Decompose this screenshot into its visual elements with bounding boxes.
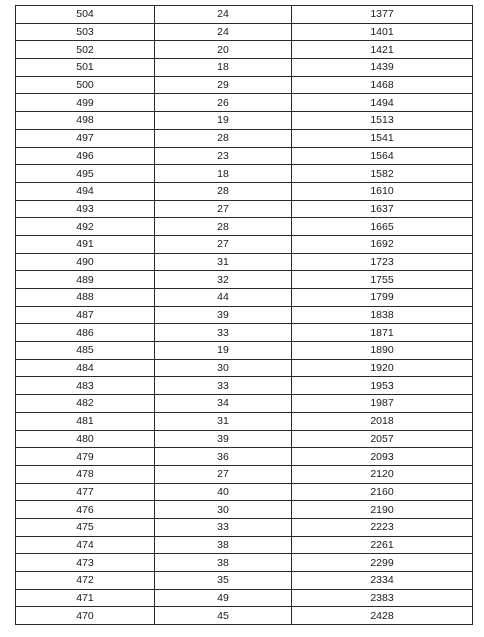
table-cell: 1494 xyxy=(292,94,473,112)
table-cell: 2223 xyxy=(292,518,473,536)
table-cell: 474 xyxy=(16,536,155,554)
table-cell: 27 xyxy=(155,200,292,218)
table-cell: 493 xyxy=(16,200,155,218)
table-row xyxy=(16,536,473,554)
table-row xyxy=(16,94,473,112)
table-cell: 482 xyxy=(16,395,155,413)
table-cell: 2428 xyxy=(292,607,473,625)
table-cell: 18 xyxy=(155,59,292,77)
table-cell: 1637 xyxy=(292,200,473,218)
table-cell: 33 xyxy=(155,377,292,395)
table-cell: 1582 xyxy=(292,165,473,183)
table-cell: 1665 xyxy=(292,218,473,236)
table-cell: 44 xyxy=(155,289,292,307)
table-row xyxy=(16,253,473,271)
table-cell: 30 xyxy=(155,359,292,377)
table-cell: 498 xyxy=(16,112,155,130)
table-cell: 1799 xyxy=(292,289,473,307)
table-cell: 489 xyxy=(16,271,155,289)
table-cell: 1723 xyxy=(292,253,473,271)
table-cell: 470 xyxy=(16,607,155,625)
table-row xyxy=(16,518,473,536)
table-cell: 1610 xyxy=(292,182,473,200)
table-cell: 490 xyxy=(16,253,155,271)
table-cell: 485 xyxy=(16,342,155,360)
table-cell: 1541 xyxy=(292,129,473,147)
table-cell: 1513 xyxy=(292,112,473,130)
table-cell: 24 xyxy=(155,6,292,24)
table-cell: 33 xyxy=(155,324,292,342)
table-row xyxy=(16,147,473,165)
table-cell: 475 xyxy=(16,518,155,536)
table-cell: 32 xyxy=(155,271,292,289)
table-cell: 500 xyxy=(16,76,155,94)
table-cell: 504 xyxy=(16,6,155,24)
table-cell: 39 xyxy=(155,430,292,448)
table-cell: 486 xyxy=(16,324,155,342)
table-cell: 1838 xyxy=(292,306,473,324)
data-table xyxy=(15,5,473,625)
table-row xyxy=(16,76,473,94)
table-cell: 1564 xyxy=(292,147,473,165)
table-row xyxy=(16,607,473,625)
table-cell: 2190 xyxy=(292,501,473,519)
table-cell: 502 xyxy=(16,41,155,59)
table-cell: 1421 xyxy=(292,41,473,59)
table-row xyxy=(16,6,473,24)
table-row xyxy=(16,218,473,236)
table-cell: 2160 xyxy=(292,483,473,501)
table-cell: 28 xyxy=(155,129,292,147)
table-cell: 40 xyxy=(155,483,292,501)
table-row xyxy=(16,430,473,448)
table-cell: 19 xyxy=(155,112,292,130)
table-cell: 499 xyxy=(16,94,155,112)
table-cell: 39 xyxy=(155,306,292,324)
table-cell: 497 xyxy=(16,129,155,147)
table-cell: 31 xyxy=(155,253,292,271)
table-cell: 480 xyxy=(16,430,155,448)
table-cell: 471 xyxy=(16,589,155,607)
table-cell: 494 xyxy=(16,182,155,200)
table-cell: 28 xyxy=(155,182,292,200)
table-cell: 1920 xyxy=(292,359,473,377)
table-row xyxy=(16,483,473,501)
table-cell: 1377 xyxy=(292,6,473,24)
table-cell: 477 xyxy=(16,483,155,501)
table-cell: 472 xyxy=(16,572,155,590)
table-cell: 1692 xyxy=(292,235,473,253)
table-row xyxy=(16,59,473,77)
table-row xyxy=(16,465,473,483)
table-cell: 20 xyxy=(155,41,292,59)
table-cell: 30 xyxy=(155,501,292,519)
table-cell: 28 xyxy=(155,218,292,236)
table-cell: 1439 xyxy=(292,59,473,77)
table-row xyxy=(16,448,473,466)
table-cell: 2093 xyxy=(292,448,473,466)
table-cell: 501 xyxy=(16,59,155,77)
table-cell: 496 xyxy=(16,147,155,165)
table-row xyxy=(16,200,473,218)
table-row xyxy=(16,41,473,59)
table-cell: 29 xyxy=(155,76,292,94)
table-cell: 38 xyxy=(155,536,292,554)
table-row xyxy=(16,572,473,590)
table-cell: 34 xyxy=(155,395,292,413)
table-row xyxy=(16,235,473,253)
table-cell: 45 xyxy=(155,607,292,625)
table-body xyxy=(16,6,473,625)
table-cell: 1755 xyxy=(292,271,473,289)
table-row xyxy=(16,23,473,41)
table-row xyxy=(16,501,473,519)
table-cell: 33 xyxy=(155,518,292,536)
table-cell: 483 xyxy=(16,377,155,395)
table-cell: 18 xyxy=(155,165,292,183)
table-row xyxy=(16,395,473,413)
table-cell: 1890 xyxy=(292,342,473,360)
table-cell: 49 xyxy=(155,589,292,607)
table-row xyxy=(16,129,473,147)
table-cell: 27 xyxy=(155,465,292,483)
table-cell: 1953 xyxy=(292,377,473,395)
table-row xyxy=(16,359,473,377)
table-row xyxy=(16,112,473,130)
table-cell: 478 xyxy=(16,465,155,483)
document-page xyxy=(15,5,472,625)
table-cell: 19 xyxy=(155,342,292,360)
table-cell: 36 xyxy=(155,448,292,466)
table-cell: 23 xyxy=(155,147,292,165)
table-cell: 484 xyxy=(16,359,155,377)
table-row xyxy=(16,306,473,324)
table-cell: 2383 xyxy=(292,589,473,607)
table-row xyxy=(16,589,473,607)
table-row xyxy=(16,271,473,289)
table-cell: 38 xyxy=(155,554,292,572)
table-cell: 27 xyxy=(155,235,292,253)
table-cell: 492 xyxy=(16,218,155,236)
table-cell: 487 xyxy=(16,306,155,324)
table-cell: 1871 xyxy=(292,324,473,342)
table-cell: 2018 xyxy=(292,412,473,430)
table-row xyxy=(16,165,473,183)
table-row xyxy=(16,554,473,572)
table-cell: 1987 xyxy=(292,395,473,413)
table-cell: 24 xyxy=(155,23,292,41)
table-row xyxy=(16,182,473,200)
table-row xyxy=(16,324,473,342)
table-cell: 481 xyxy=(16,412,155,430)
table-cell: 2334 xyxy=(292,572,473,590)
table-row xyxy=(16,342,473,360)
table-cell: 495 xyxy=(16,165,155,183)
table-cell: 1401 xyxy=(292,23,473,41)
table-cell: 26 xyxy=(155,94,292,112)
table-row xyxy=(16,377,473,395)
table-cell: 476 xyxy=(16,501,155,519)
table-cell: 1468 xyxy=(292,76,473,94)
table-cell: 479 xyxy=(16,448,155,466)
table-cell: 2299 xyxy=(292,554,473,572)
table-cell: 31 xyxy=(155,412,292,430)
table-row xyxy=(16,412,473,430)
table-cell: 35 xyxy=(155,572,292,590)
table-row xyxy=(16,289,473,307)
table-cell: 503 xyxy=(16,23,155,41)
table-cell: 2057 xyxy=(292,430,473,448)
table-cell: 488 xyxy=(16,289,155,307)
table-cell: 491 xyxy=(16,235,155,253)
table-cell: 2261 xyxy=(292,536,473,554)
table-cell: 2120 xyxy=(292,465,473,483)
table-cell: 473 xyxy=(16,554,155,572)
